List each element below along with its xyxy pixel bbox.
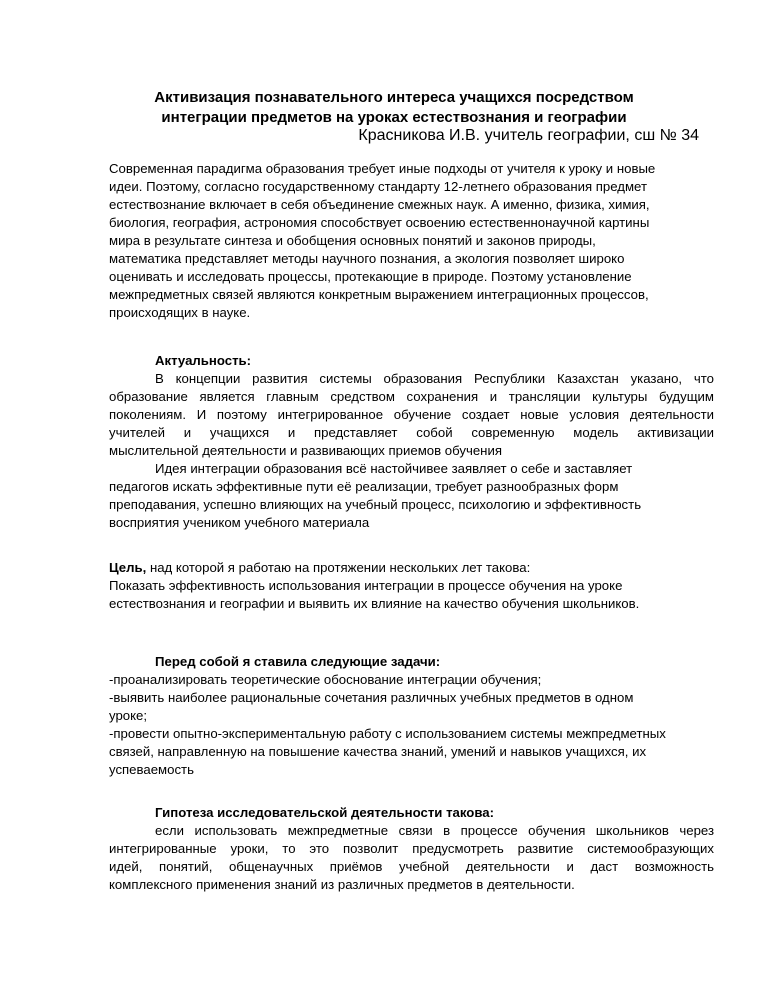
tasks-section (109, 653, 714, 779)
goal-line: Показать эффективность использования интеграции в процессе обучения на уроке (109, 578, 623, 593)
intro-line: межпредметных связей являются конкретным выражением интеграционных процессов, (109, 287, 649, 302)
goal-line-rest: над которой я работаю на протяжении нескольких лет такова: (146, 560, 531, 575)
task-item: успеваемость (109, 762, 194, 777)
hypothesis-line: идей, понятий, общенаучных приёмов учебной деятельности и даст возможность (109, 859, 714, 874)
intro-line: мира в результате синтеза и обобщения основных понятий и законов природы, (109, 233, 596, 248)
relevance-heading: Актуальность: (155, 353, 252, 368)
task-item: -провести опытно-экспериментальную работу с использованием системы межпредметных (109, 726, 666, 741)
relevance-line: Идея интеграции образования всё настойчивее заявляет о себе и заставляет (155, 461, 633, 476)
intro-line: оценивать и исследовать процессы, протекающие в природе. Поэтому установление (109, 269, 632, 284)
relevance-line: учителей и учащихся и представляет собой современную модель активизации (109, 425, 714, 440)
intro-line: математика представляет методы научного познания, а экология позволяет широко (109, 251, 625, 266)
relevance-line: образование является главным средством сохранения и трансляции культуры будущим (109, 389, 714, 404)
intro-line: естествознание включает в себя объединение смежных наук. А именно, физика, химия, (109, 197, 650, 212)
goal-line (109, 559, 714, 577)
hypothesis-line: если использовать межпредметные связи в процессе обучения школьников через (155, 823, 714, 838)
tasks-heading: Перед собой я ставила следующие задачи: (155, 654, 441, 669)
relevance-line: педагогов искать эффективные пути её реализации, требует разнообразных форм (109, 479, 619, 494)
task-item: -проанализировать теоретические обоснование интеграции обучения; (109, 672, 542, 687)
title-line-1: Активизация познавательного интереса учащихся посредством (154, 89, 634, 106)
hypothesis-heading: Гипотеза исследовательской деятельности такова: (155, 805, 495, 820)
hypothesis-section (109, 804, 714, 894)
relevance-line: поколениям. И поэтому интегрированное обучение создает новые условия деятельности (109, 407, 714, 422)
intro-paragraph (109, 160, 714, 322)
hypothesis-line: комплексного применения знаний из различных предметов в деятельности. (109, 877, 575, 892)
goal-label: Цель, (109, 560, 147, 575)
relevance-line: В концепции развития системы образования Республики Казахстан указано, что (155, 371, 714, 386)
relevance-line: преподавания, успешно влияющих на учебный процесс, психологию и эффективность (109, 497, 642, 512)
goal-section (109, 559, 714, 613)
relevance-line: мыслительной деятельности и развивающих приемов обучения (109, 443, 502, 458)
title-line-2: интеграции предметов на уроках естествознания и географии (161, 109, 627, 126)
intro-line: происходящих в науке. (109, 305, 251, 320)
relevance-section (109, 352, 714, 532)
relevance-line: восприятия учеником учебного материала (109, 515, 370, 530)
task-item: -выявить наиболее рациональные сочетания различных учебных предметов в одном (109, 690, 634, 705)
goal-line: естествознания и географии и выявить их влияние на качество обучения школьников. (109, 596, 640, 611)
intro-line: идеи. Поэтому, согласно государственному стандарту 12-летнего образования предмет (109, 179, 647, 194)
intro-line: биология, география, астрономия способствует освоению естественнонаучной картины (109, 215, 650, 230)
task-item: уроке; (109, 708, 148, 723)
intro-line: Современная парадигма образования требует иные подходы от учителя к уроку и новые (109, 161, 656, 176)
author-line: Красникова И.В. учитель географии, сш № 34 (358, 127, 699, 144)
task-item: связей, направленную на повышение качества знаний, умений и навыков учащихся, их (109, 744, 647, 759)
hypothesis-line: интегрированные уроки, то это позволит предусмотреть развитие системообразующих (109, 841, 714, 856)
